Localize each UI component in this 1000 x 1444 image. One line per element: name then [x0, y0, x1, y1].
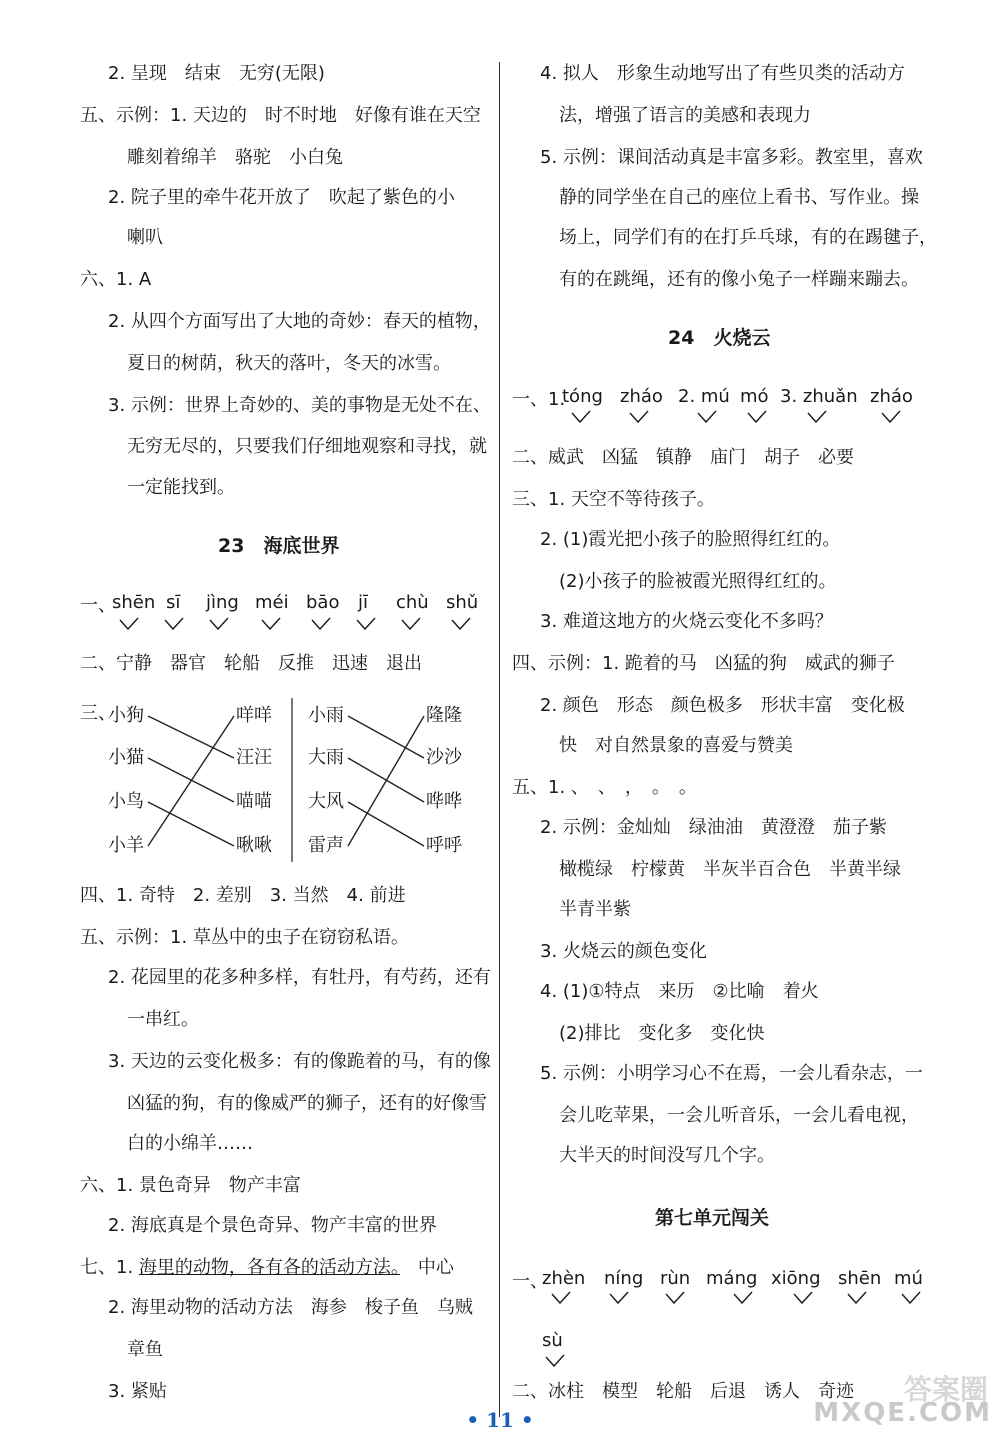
match-word: 啾啾: [236, 835, 272, 856]
pinyin-answer: shēn: [112, 592, 156, 613]
match-line: [148, 716, 234, 758]
check-mark-icon: [900, 1291, 922, 1305]
page-number-value: 11: [486, 1408, 514, 1432]
pinyin-answer: tóng: [562, 386, 603, 407]
answer-line: 2. 海里动物的活动方法 海参 梭子鱼 乌贼: [108, 1297, 473, 1318]
answer-line: 大半天的时间没写几个字。: [559, 1145, 775, 1166]
check-mark-icon: [846, 1291, 868, 1305]
answer-line: 无穷无尽的，只要我们仔细地观察和寻找，就: [127, 436, 487, 457]
match-line: [348, 802, 424, 846]
answer-line: 三、1. 天空不等待孩子。: [512, 489, 715, 510]
answer-line: 六、1. 景色奇异 物产丰富: [80, 1175, 301, 1196]
answer-line: 一、: [80, 595, 116, 616]
underlined-answer: 海里的动物，各有各的活动方法。: [138, 1257, 400, 1278]
answer-line: 2. 院子里的牵牛花开放了 吹起了紫色的小: [108, 187, 455, 208]
answer-line: 2. 花园里的花多种多样，有牡丹，有芍药，还有: [108, 967, 491, 988]
match-line: [348, 716, 424, 758]
answer-line: (2)排比 变化多 变化快: [559, 1023, 765, 1044]
matching-lines: [0, 0, 500, 900]
watermark-cn: 答案圈: [903, 1373, 988, 1406]
answer-line: 快 对自然景象的喜爱与赞美: [559, 735, 793, 756]
answer-line: (2)小孩子的脸被霞光照得红红的。: [559, 571, 837, 592]
match-word: 喵喵: [236, 791, 272, 812]
answer-line: 四、1. 奇特 2. 差别 3. 当然 4. 前进: [80, 885, 406, 906]
page-number: • 11 •: [466, 1408, 534, 1432]
answer-line: 3. 天边的云变化极多：有的像跪着的马，有的像: [108, 1051, 491, 1072]
answer-line: 一串红。: [127, 1009, 199, 1030]
section-title: 23 海底世界: [218, 535, 340, 557]
answer-line: 2. 呈现 结束 无穷(无限): [108, 63, 325, 84]
pinyin-answer: jìng: [206, 592, 239, 613]
match-line: [348, 716, 424, 846]
answer-line: [80, 1256, 454, 1280]
section-title: 24 火烧云: [668, 327, 771, 349]
answer-line: 3. 紧贴: [108, 1381, 167, 1402]
answer-line: 3. 火烧云的颜色变化: [540, 941, 707, 962]
answer-line: 5. 示例：小明学习心不在焉，一会儿看杂志，一: [540, 1063, 923, 1084]
answer-line: 2. 海底真是个景色奇异、物产丰富的世界: [108, 1215, 437, 1236]
answer-line: 二、冰柱 模型 轮船 后退 诱人 奇迹: [512, 1381, 854, 1402]
answer-line: 四、示例：1. 跪着的马 凶猛的狗 威武的狮子: [512, 653, 895, 674]
section-title: 第七单元闯关: [655, 1207, 770, 1229]
answer-line: 五、1. 、 、 ， 。 。: [512, 777, 697, 798]
match-word: 小猫: [108, 747, 144, 768]
pinyin-answer: mó: [740, 386, 769, 407]
answer-line: 5. 示例：课间活动真是丰富多彩。教室里，喜欢: [540, 147, 923, 168]
right-column: [500, 0, 1000, 1444]
check-mark-icon: [664, 1291, 686, 1305]
answer-suffix: 中心: [399, 1257, 454, 1278]
answer-line: 场上，同学们有的在打乒乓球，有的在踢毽子，: [559, 227, 937, 248]
check-mark-icon: [880, 410, 902, 424]
match-line: [148, 716, 234, 846]
answer-line: 一定能找到。: [127, 477, 235, 498]
answer-line: 喇叭: [127, 227, 163, 248]
watermark: MXQE.COM: [813, 1398, 992, 1428]
check-mark-icon: [628, 410, 650, 424]
check-mark-icon: [806, 410, 828, 424]
check-mark-icon: [550, 1291, 572, 1305]
answer-line: 2. (1)霞光把小孩子的脸照得红红的。: [540, 529, 841, 550]
answer-line: 凶猛的狗，有的像威严的狮子，还有的好像雪: [127, 1093, 487, 1114]
answer-prefix: 七、1.: [80, 1257, 139, 1278]
answer-line: 二、宁静 器官 轮船 反推 迅速 退出: [80, 653, 422, 674]
check-mark-icon: [608, 1291, 630, 1305]
check-mark-icon: [792, 1291, 814, 1305]
answer-line: 白的小绵羊……: [127, 1133, 253, 1154]
answer-line: 二、威武 凶猛 镇静 庙门 胡子 必要: [512, 447, 854, 468]
match-word: 大雨: [308, 747, 344, 768]
match-word: 呼呼: [426, 835, 462, 856]
pinyin-answer: zháo: [870, 386, 913, 407]
answer-line: 一、: [512, 1271, 548, 1292]
match-word: 雷声: [308, 835, 344, 856]
answer-line: 五、示例：1. 天边的 时不时地 好像有谁在天空: [80, 105, 481, 126]
match-word: 咩咩: [236, 705, 272, 726]
match-word: 哗哗: [426, 791, 462, 812]
check-mark-icon: [746, 410, 768, 424]
answer-line: 静的同学坐在自己的座位上看书、写作业。操: [559, 187, 919, 208]
pinyin-answer: shǔ: [446, 592, 479, 613]
answer-line: 一、1.: [512, 389, 566, 410]
answer-line: 有的在跳绳，还有的像小兔子一样蹦来蹦去。: [559, 269, 919, 290]
pinyin-answer: méi: [255, 592, 289, 613]
pinyin-answer: 3. zhuǎn: [780, 386, 858, 407]
match-line: [148, 802, 234, 846]
pinyin-answer: zhèn: [542, 1268, 586, 1289]
answer-line: 2. 从四个方面写出了大地的奇妙：春天的植物，: [108, 311, 491, 332]
answer-line: 六、1. A: [80, 269, 152, 290]
answer-line: 4. 拟人 形象生动地写出了有些贝类的活动方: [540, 63, 905, 84]
answer-line: 五、示例：1. 草丛中的虫子在窃窃私语。: [80, 927, 409, 948]
answer-line: 三、: [80, 703, 116, 724]
answer-line: 章鱼: [127, 1339, 163, 1360]
match-word: 小鸟: [108, 791, 144, 812]
pinyin-answer: máng: [706, 1268, 758, 1289]
answer-line: 雕刻着绵羊 骆驼 小白兔: [127, 147, 343, 168]
pinyin-answer: 2. mú: [678, 386, 730, 407]
pinyin-answer: sù: [542, 1330, 563, 1351]
match-word: 沙沙: [426, 747, 462, 768]
answer-line: 3. 示例：世界上奇妙的、美的事物是无处不在、: [108, 395, 491, 416]
pinyin-answer: níng: [604, 1268, 644, 1289]
match-word: 隆隆: [426, 705, 462, 726]
pinyin-answer: jī: [358, 592, 369, 613]
answer-line: 半青半紫: [559, 899, 631, 920]
answer-line: 会儿吃苹果，一会儿听音乐，一会儿看电视，: [559, 1105, 919, 1126]
answer-line: 2. 示例：金灿灿 绿油油 黄澄澄 茄子紫: [540, 817, 887, 838]
pinyin-answer: sī: [166, 592, 181, 613]
match-word: 小狗: [108, 705, 144, 726]
pinyin-answer: bāo: [306, 592, 340, 613]
match-word: 小羊: [108, 835, 144, 856]
answer-line: 4. (1)①特点 来历 ②比喻 着火: [540, 981, 819, 1002]
answer-line: 夏日的树荫，秋天的落叶，冬天的冰雪。: [127, 353, 451, 374]
pinyin-answer: rùn: [660, 1268, 691, 1289]
pinyin-answer: zháo: [620, 386, 663, 407]
check-mark-icon: [696, 410, 718, 424]
check-mark-icon: [732, 1291, 754, 1305]
check-mark-icon: [570, 410, 592, 424]
match-word: 汪汪: [236, 747, 272, 768]
answer-line: 法，增强了语言的美感和表现力: [559, 105, 811, 126]
pinyin-answer: mú: [894, 1268, 923, 1289]
answer-line: 橄榄绿 柠檬黄 半灰半百合色 半黄半绿: [559, 859, 901, 880]
answer-line: 3. 难道这地方的火烧云变化不多吗？: [540, 611, 833, 632]
pinyin-answer: xiōng: [771, 1268, 821, 1289]
pinyin-answer: chù: [396, 592, 429, 613]
match-word: 小雨: [308, 705, 344, 726]
match-word: 大风: [308, 791, 344, 812]
answer-line: 2. 颜色 形态 颜色极多 形状丰富 变化极: [540, 695, 905, 716]
pinyin-answer: shēn: [838, 1268, 882, 1289]
check-mark-icon: [544, 1354, 566, 1368]
